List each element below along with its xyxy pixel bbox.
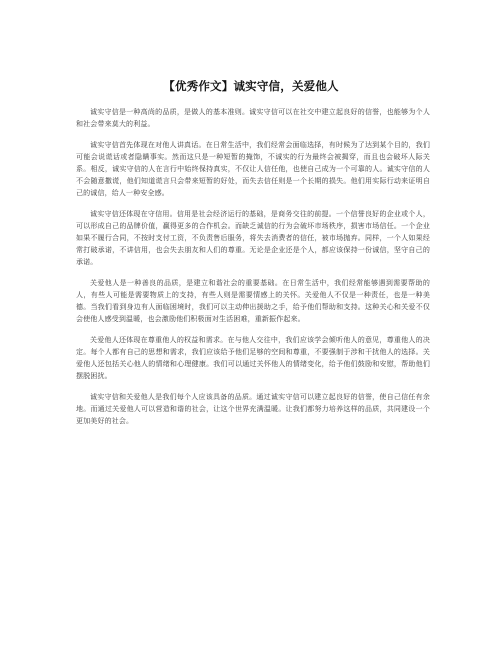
document-title: 【优秀作文】诚实守信，关爱他人 bbox=[163, 79, 339, 93]
paragraph: 关爱他人还体现在尊重他人的权益和需求。在与他人交往中，我们应该学会倾听他人的意见，尊重他人的决定。每个人都有自己的思想和需求，我们应该给予他们足够的空间和尊重，不要强制于涉和干扰他人的选择。关爱他人还包括关心他人的情绪和心理健康。我们可以通过关怀他人的情绪变化，给予他们鼓励和安慰，帮助他们摆脱困扰。 bbox=[76, 336, 430, 380]
paragraph: 诚实守信还体现在守信用。信用是社会经济运行的基础，是商务交往的前提。一个信誉良好的企业或个人，可以形成自己的品牌价值，赢得更多的合作机会。而缺乏诚信的行为会破坏市场秩序，损害市场信任。一个企业如果不履行合同，不按时支付工资，不负责售后服务，将失去消费者的信任，被市场抛弃。同样，一个人如果经常打破承诺，不讲信用，也会失去朋友和人们的尊重。无论是企业还是个人，都应该保持一份诚信，坚守自己的承诺。 bbox=[76, 210, 430, 266]
paragraph: 诚实守信首先体现在对他人讲真话。在日常生活中，我们经常会面临选择，有时候为了达到某个目的，我们可能会说谎话或者隐瞒事实。然而这只是一种短暂的掩饰，不诚实的行为最终会被揭穿，而且也会破坏人际关系。相反，诚实守信的人在言行中始终保持真实，不仅让人信任他，也使自己成为一个可靠的人。诚实守信的人不会随意撒谎，他们知道谎言只会带来短暂的好处，而失去信任则是一个长期的损失。他们用实际行动来证明自己的诚信，给人一种安全感。 bbox=[76, 141, 430, 197]
paragraph: 关爱他人是一种善良的品质，是建立和谐社会的重要基础。在日常生活中，我们经常能够遇到需要帮助的人，有些人可能是需要物质上的支持，有些人则是需要情感上的关怀。关爱他人不仅是一种责任，也是一种美德。当我们看到身边有人面临困境时，我们可以主动伸出援助之手，给予他们帮助和支持。这种关心和关爱不仅会使他人感受到温暖，也会激励他们积极面对生活困难，重新振作起来。 bbox=[76, 279, 430, 323]
document-body bbox=[76, 106, 430, 436]
paragraph: 诚实守信和关爱他人是我们每个人应该具备的品质。通过诚实守信可以建立起良好的信誉，使自己信任有余地。而通过关爱他人可以营造和谐的社会，让这个世界充满温暖。让我们都努力培养这样的品质，共同建设一个更加美好的社会。 bbox=[76, 393, 430, 425]
paragraph: 诚实守信是一种高尚的品质，是做人的基本准则。诚实守信可以在社交中建立起良好的信誉，也能够为个人和社会带来莫大的利益。 bbox=[76, 108, 430, 128]
